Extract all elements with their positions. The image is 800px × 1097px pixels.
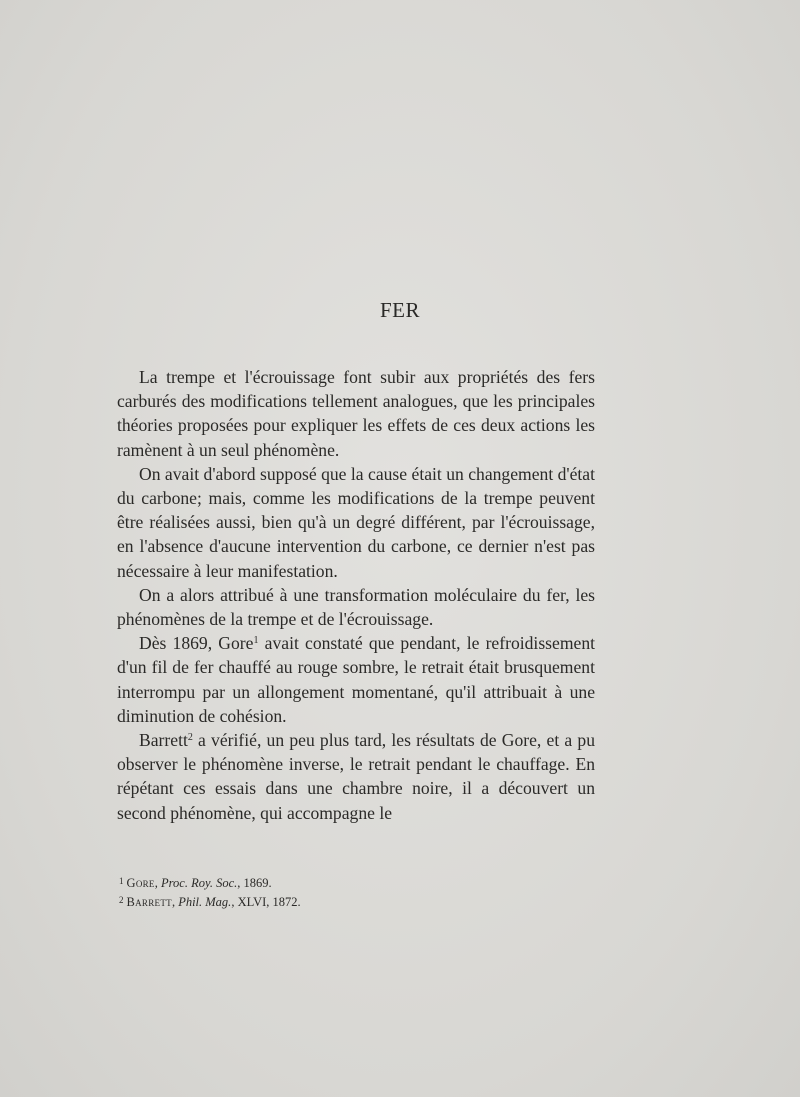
footnote: $^1$ Gore, Proc. Roy. Soc., 1869. bbox=[119, 876, 272, 890]
footnote-reference: 2 bbox=[187, 732, 193, 744]
footnote-detail: , XLVI, 1872. bbox=[231, 895, 301, 909]
paragraph bbox=[117, 631, 595, 728]
paragraph: On a alors attribué à une transformation moléculaire du fer, les phénomènes de la trempe et de l'écrouissage. bbox=[117, 584, 595, 630]
footnote-journal: Proc. Roy. Soc. bbox=[160, 876, 238, 890]
chapter-title: FER bbox=[379, 298, 420, 322]
paragraph: La trempe et l'écrouissage font subir aux propriétés des fers carburés des modifications tellement analogues, que les principales théories proposées pour expliquer les effets de ces deux actions les ramènent à un seul phénomène. bbox=[117, 367, 595, 460]
footnote-reference: 1 bbox=[253, 635, 259, 647]
paragraph: On avait d'abord supposé que la cause était un changement d'état du carbone; mais, comme les modifications de la trempe peuvent être réalisées aussi, bien qu'à un degré différent, par l'écrouissage, en l'absence d'aucune intervention du carbone, ce dernier n'est pas nécessaire à leur manifestation. bbox=[117, 463, 595, 581]
paragraph-text: Barrett bbox=[139, 730, 188, 751]
paragraph-text: Dès 1869, Gore bbox=[139, 633, 254, 654]
paragraph-text: avait constaté que pendant, le refroidissement d'un fil de fer chauffé au rouge sombre, le retrait était brusquement interrompu par un allongement momentané, qu'il attribuait à une diminution de cohésion. bbox=[117, 633, 596, 726]
footnote-author: Gore bbox=[126, 876, 155, 890]
main-text bbox=[117, 365, 595, 825]
footnote-detail: , 1869. bbox=[237, 876, 272, 890]
paragraph-text: a vérifié, un peu plus tard, les résultats de Gore, et a pu observer le phénomène inverse, le retrait pendant le chauffage. En répétant ces essais dans une chambre noire, il a découvert un second phénomène, qui accompagne le bbox=[117, 730, 595, 823]
footnote-author: Barrett bbox=[126, 895, 172, 909]
footnote-mark: 1 bbox=[119, 876, 124, 886]
footnote-journal: Phil. Mag. bbox=[178, 895, 232, 909]
footnote: $^2$ Barrett, Phil. Mag., XLVI, 1872. bbox=[119, 895, 301, 909]
footnotes bbox=[119, 873, 589, 911]
footnote-mark: 2 bbox=[119, 895, 124, 905]
paragraph bbox=[117, 728, 595, 825]
